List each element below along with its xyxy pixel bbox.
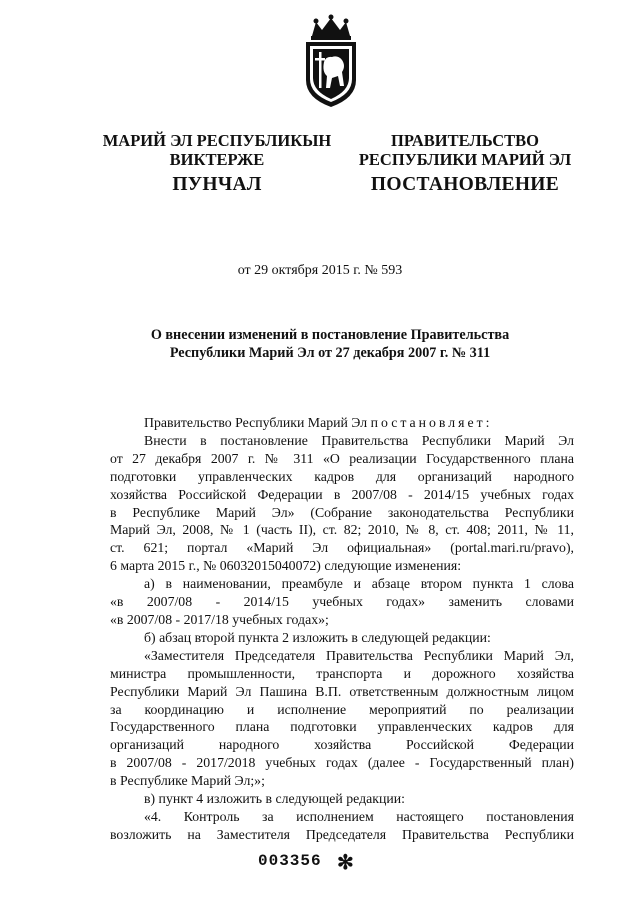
document-date-number: от 29 октября 2015 г. № 593 bbox=[237, 263, 403, 278]
body-line: Марий Эл, 2008, № 1 (часть II), ст. 82; 2010, № 8, ст. 408; 2011, № 11, bbox=[110, 522, 574, 538]
body-line: «в 2007/08 - 2017/18 учебных годах»; bbox=[110, 611, 329, 627]
body-line: «Заместителя Председателя Правительства Республики Марий Эл, bbox=[144, 647, 574, 663]
title-line1: О внесении изменений в постановление Правительства bbox=[150, 327, 510, 343]
header-right-line1: ПРАВИТЕЛЬСТВО bbox=[391, 131, 539, 150]
body-line: подготовки управленческих кадров для организаций народного bbox=[110, 468, 574, 484]
title-line2: Республики Марий Эл от 27 декабря 2007 г. № 311 bbox=[169, 345, 491, 361]
body-line: а) в наименовании, преамбуле и абзаце втором пункта 1 слова bbox=[144, 576, 574, 592]
body-line: организаций народного хозяйства Российской Федерации bbox=[110, 737, 574, 753]
body-line: в Республике Марий Эл» (Собрание законодательства Республики bbox=[110, 504, 574, 520]
body-line: «4. Контроль за исполнением настоящего постановления bbox=[144, 808, 574, 824]
body-line: «в 2007/08 - 2014/15 учебных годах» заменить словами bbox=[110, 594, 574, 610]
body-line: б) абзац второй пункта 2 изложить в следующей редакции: bbox=[144, 629, 491, 645]
body-line: Республики Марий Эл Пашина В.П. ответственным должностным лицом bbox=[110, 683, 574, 699]
body-line: Государственного плана подготовки управленческих кадров для bbox=[110, 719, 574, 735]
body-line: возложить на Заместителя Председателя Правительства Республики bbox=[110, 826, 574, 842]
coat-of-arms-icon bbox=[298, 14, 364, 110]
body-preamble bbox=[110, 414, 574, 432]
document-body bbox=[110, 414, 574, 844]
body-line: министра промышленности, транспорта и дорожного хозяйства bbox=[110, 665, 574, 681]
header-left-line1: МАРИЙ ЭЛ РЕСПУБЛИКЫН bbox=[102, 131, 332, 150]
body-line: 6 марта 2015 г., № 06032015040072) следующие изменения: bbox=[110, 558, 462, 574]
preamble-text: Правительство Республики Марий Эл bbox=[144, 415, 371, 430]
body-line: Внести в постановление Правительства Республики Марий Эл bbox=[144, 432, 574, 448]
body-line: от 27 декабря 2007 г. № 311 «О реализации Государственного плана bbox=[110, 450, 574, 466]
asterisk-mark: ✻ bbox=[337, 852, 354, 874]
doc-type-russian: ПОСТАНОВЛЕНИЕ bbox=[370, 174, 560, 195]
body-line: в Республике Марий Эл;»; bbox=[110, 773, 265, 789]
body-line: хозяйства Российской Федерации в 2007/08 - 2014/15 учебных годах bbox=[110, 486, 574, 502]
header-right-org bbox=[345, 131, 585, 169]
document-title bbox=[120, 326, 540, 362]
header-left-org bbox=[92, 131, 342, 169]
body-line: в) пункт 4 изложить в следующей редакции: bbox=[144, 791, 405, 807]
header-right-line2: РЕСПУБЛИКИ МАРИЙ ЭЛ bbox=[358, 150, 572, 169]
body-line: ст. 621; портал «Марий Эл официальная» (portal.mari.ru/pravo), bbox=[110, 540, 574, 556]
body-line: в 2007/08 - 2017/2018 учебных годах (далее - Государственный план) bbox=[110, 755, 574, 771]
serial-number: 003356 bbox=[258, 852, 322, 870]
body-line: за координацию и исполнение мероприятий по реализации bbox=[110, 701, 574, 717]
header-left-line2: ВИКТЕРЖЕ bbox=[169, 150, 265, 169]
preamble-verb: постановляет: bbox=[370, 415, 493, 430]
doc-type-mari: ПУНЧАЛ bbox=[172, 174, 262, 195]
